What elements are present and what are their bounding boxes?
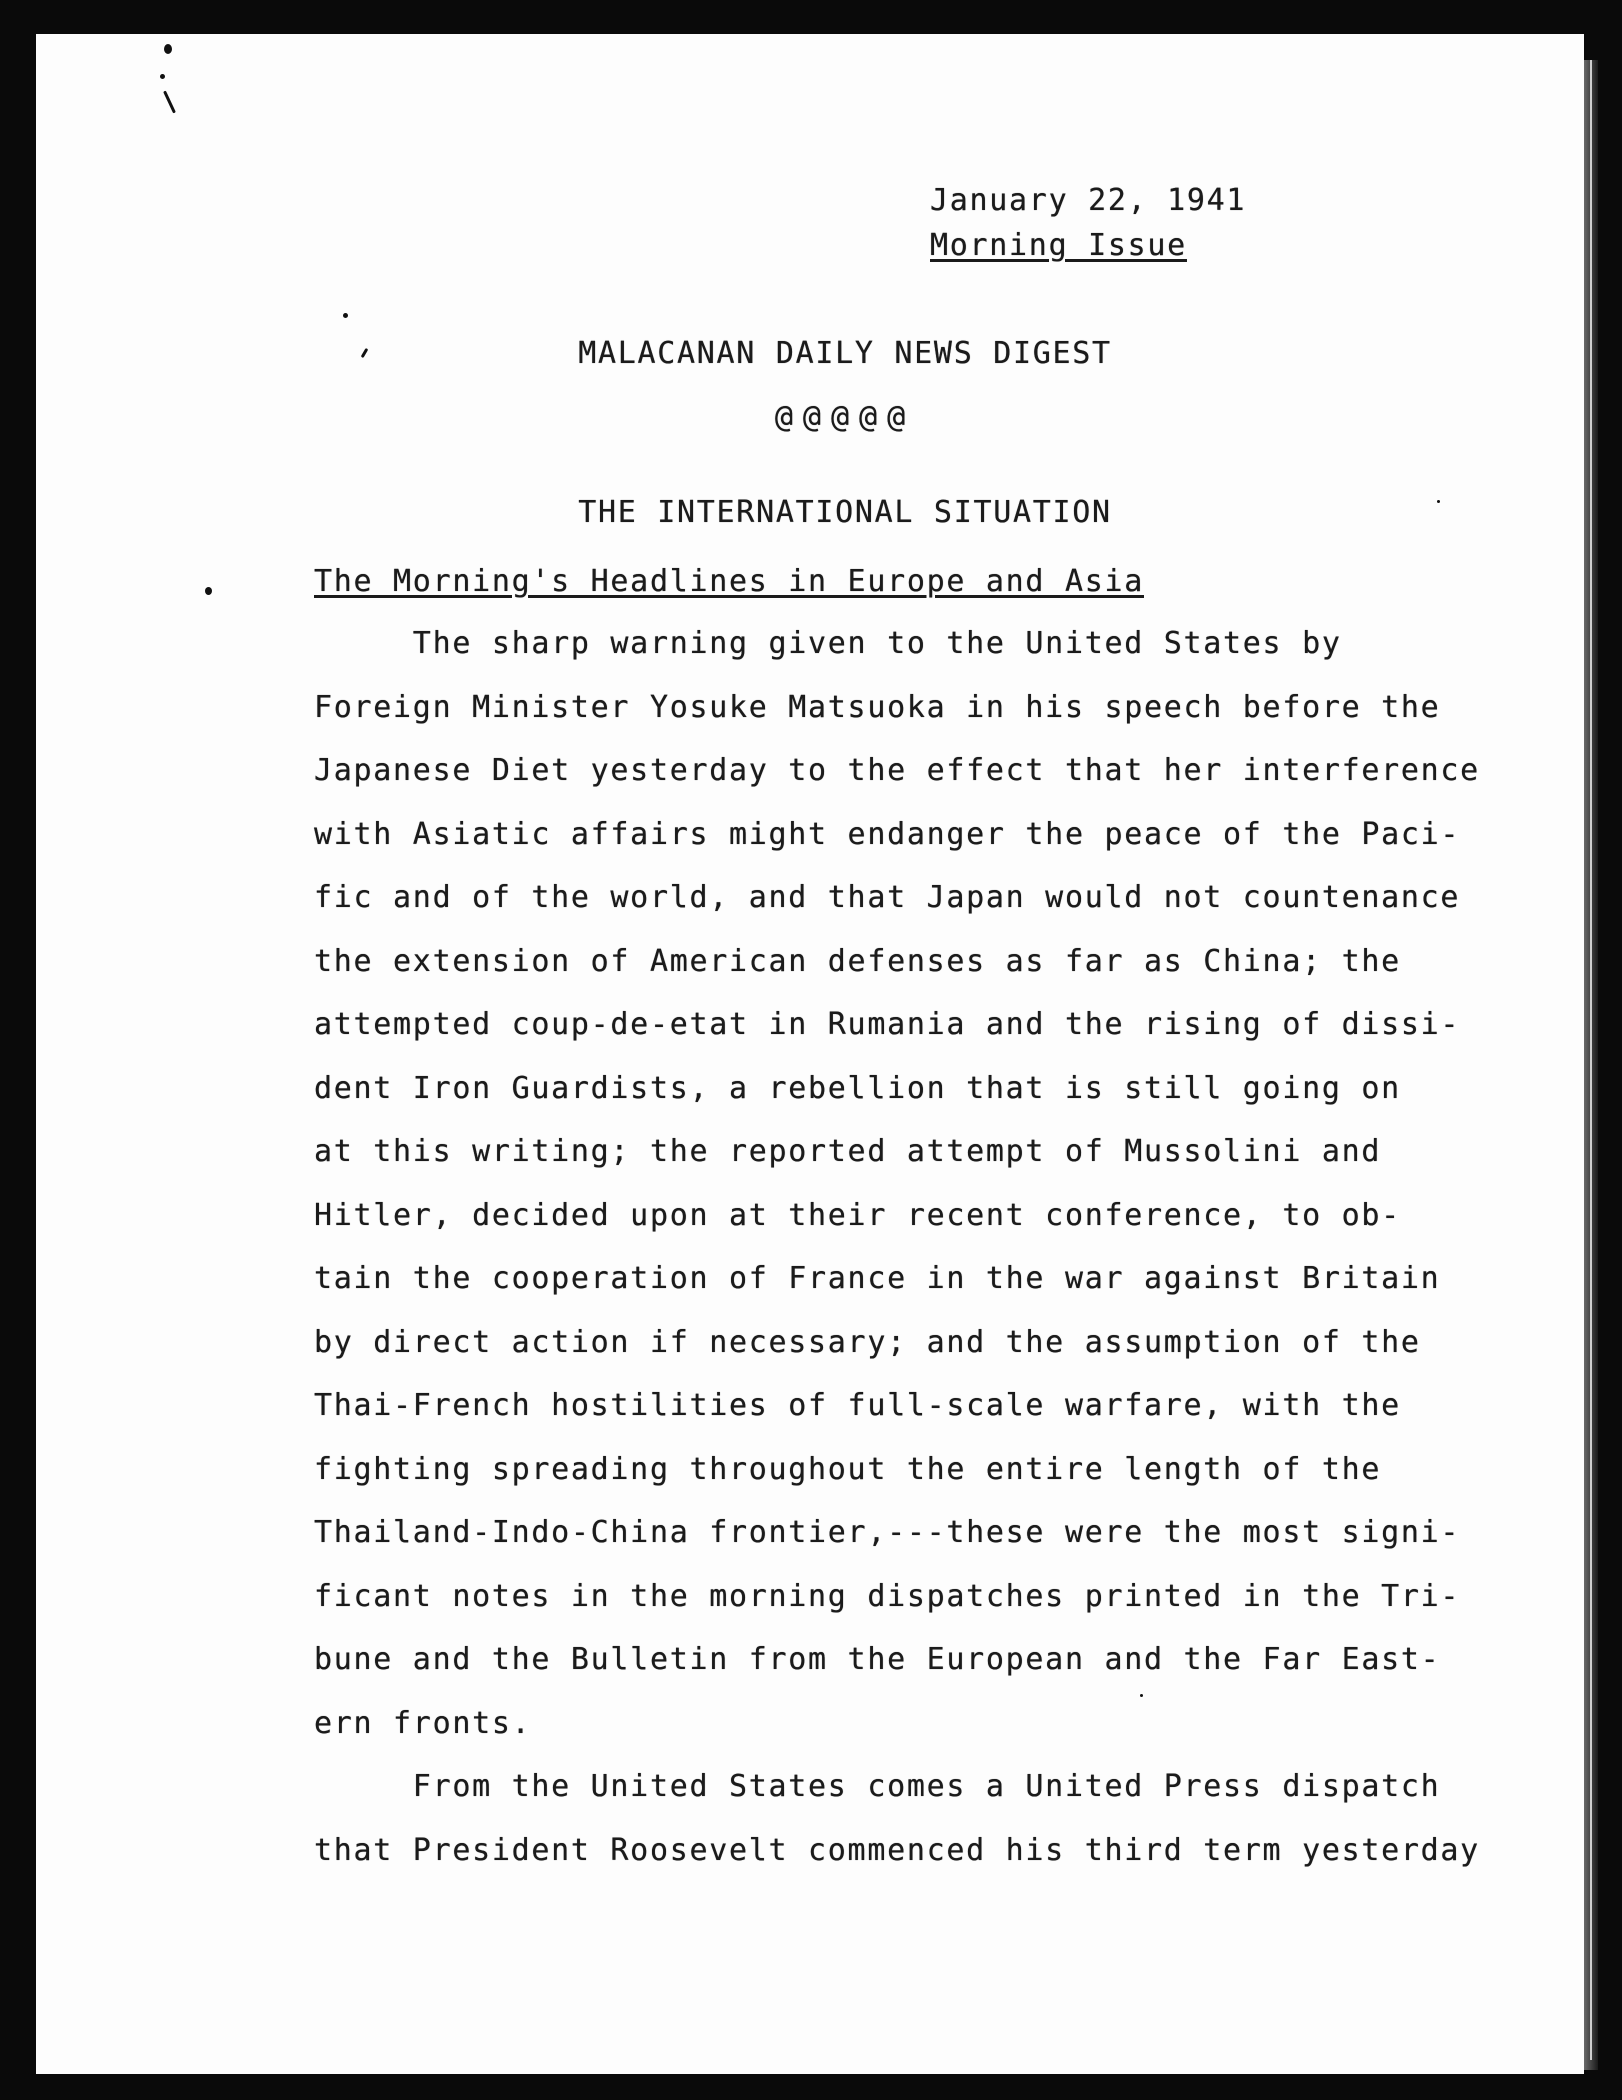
body-line: Thailand-Indo-China frontier,---these were the most signi- [314, 1515, 1461, 1550]
body-line: From the United States comes a United Press dispatch [314, 1769, 1441, 1804]
ink-speck [160, 74, 165, 79]
body-line: with Asiatic affairs might endanger the peace of the Paci- [314, 816, 1461, 852]
body-line: that President Roosevelt commenced his third term yesterday [314, 1832, 1480, 1868]
body-line: the extension of American defenses as far as China; the [314, 943, 1401, 979]
body-line: Hitler, decided upon at their recent conference, to ob- [314, 1197, 1401, 1233]
body-line: Japanese Diet yesterday to the effect that her interference [314, 753, 1480, 788]
body-line: by direct action if necessary; and the assumption of the [314, 1324, 1421, 1360]
ink-speck [343, 313, 348, 318]
document-date: January 22, 1941 [930, 183, 1247, 218]
body-line: at this writing; the reported attempt of Mussolini and [314, 1134, 1382, 1169]
body-line: fic and of the world, and that Japan would not countenance [314, 880, 1461, 915]
ink-speck [164, 44, 172, 54]
section-title: THE INTERNATIONAL SITUATION [578, 495, 1112, 530]
issue-label: Morning Issue [930, 228, 1187, 263]
body-text [314, 626, 1480, 1899]
digest-title: MALACANAN DAILY NEWS DIGEST [578, 336, 1112, 371]
body-line: attempted coup-de-etat in Rumania and the rising of dissi- [314, 1007, 1461, 1042]
subheading: The Morning's Headlines in Europe and Asia [314, 564, 1144, 599]
body-line: ern fronts. [314, 1705, 532, 1741]
ink-speck [205, 587, 212, 595]
body-line: Foreign Minister Yosuke Matsuoka in his speech before the [314, 689, 1441, 725]
body-line: The sharp warning given to the United States by [314, 626, 1342, 661]
body-line: tain the cooperation of France in the war against Britain [314, 1261, 1441, 1296]
ornament-divider: @@@@@ [774, 400, 916, 435]
body-line: dent Iron Guardists, a rebellion that is still going on [314, 1070, 1401, 1106]
body-line: bune and the Bulletin from the European and the Far East- [314, 1642, 1441, 1677]
body-line: Thai-French hostilities of full-scale warfare, with the [314, 1388, 1401, 1423]
body-line: fighting spreading throughout the entire length of the [314, 1451, 1382, 1487]
body-line: ficant notes in the morning dispatches printed in the Tri- [314, 1578, 1461, 1614]
